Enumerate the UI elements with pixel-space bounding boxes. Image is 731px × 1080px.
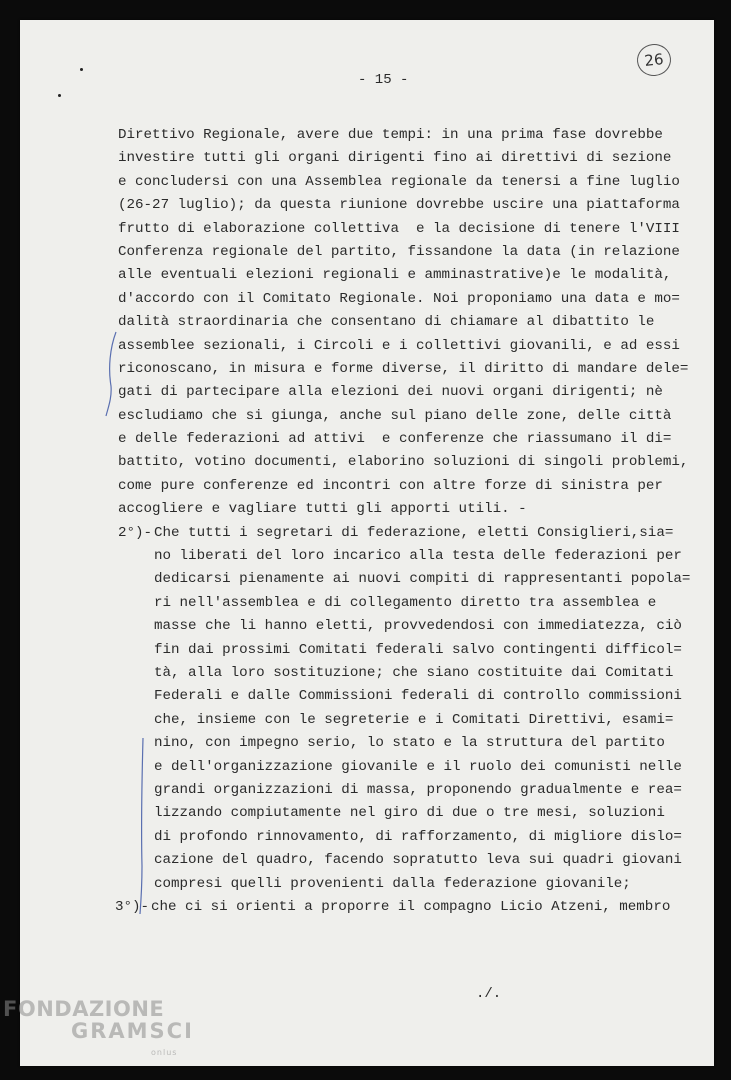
text-line: assemblee sezionali, i Circoli e i collettivi giovanili, e ad essi: [118, 337, 680, 354]
text-line: compresi quelli provenienti dalla federazione giovanile;: [154, 875, 631, 892]
numbered-item-3: [20, 896, 714, 919]
fondazione-gramsci-watermark: [3, 998, 194, 1064]
item-number: 2°)-: [118, 524, 153, 541]
text-line: cazione del quadro, facendo sopratutto leva sui quadri giovani: [154, 852, 682, 869]
text-line: Conferenza regionale del partito, fissandone la data (in relazione: [118, 243, 680, 260]
text-line: e concludersi con una Assemblea regionale da tenersi a fine luglio: [118, 173, 680, 190]
text-line: no liberati del loro incarico alla testa delle federazioni per: [154, 548, 682, 565]
text-line: dalità straordinaria che consentano di chiamare al dibattito le: [118, 314, 655, 331]
item-first-line: [20, 522, 714, 545]
text-line: gati di partecipare alla elezioni dei nuovi organi dirigenti; nè: [118, 384, 663, 401]
item-number: 3°)-: [115, 898, 150, 915]
text-line: d'accordo con il Comitato Regionale. Noi proponiamo una data e mo=: [118, 290, 680, 307]
text-line: riconoscano, in misura e forme diverse, il diritto di mandare dele=: [118, 360, 689, 377]
text-line: che, insieme con le segreterie e i Comitati Direttivi, esami=: [154, 711, 674, 728]
text-line: battito, votino documenti, elaborino soluzioni di singoli problemi,: [118, 454, 689, 471]
text-line: masse che li hanno eletti, provvedendosi con immediatezza, ciò: [154, 618, 682, 635]
text-line: tà, alla loro sostituzione; che siano costituite dai Comitati: [154, 664, 674, 681]
watermark-line-1: FONDAZIONE: [3, 997, 165, 1021]
text-line: come pure conferenze ed incontri con altre forze di sinistra per: [118, 477, 663, 494]
text-line: grandi organizzazioni di massa, proponendo gradualmente e rea=: [154, 781, 682, 798]
text-line: nino, con impegno serio, lo stato e la struttura del partito: [154, 735, 665, 752]
text-line: (26-27 luglio); da questa riunione dovrebbe uscire una piattaforma: [118, 197, 680, 214]
text-line: lizzando compiutamente nel giro di due o tre mesi, soluzioni: [154, 805, 665, 822]
text-line: e dell'organizzazione giovanile e il ruolo dei comunisti nelle: [154, 758, 682, 775]
watermark-line-2: GRAMSCI: [71, 1019, 194, 1043]
text-line: Che tutti i segretari di federazione, eletti Consiglieri,sia=: [154, 524, 674, 541]
numbered-item-2: [20, 522, 714, 896]
continuation-mark: ./.: [476, 986, 502, 1002]
text-line: e delle federazioni ad attivi e conferenze che riassumano il di=: [118, 431, 672, 448]
typewritten-text: [20, 124, 714, 919]
text-line: di profondo rinnovamento, di rafforzamento, di migliore dislo=: [154, 828, 682, 845]
text-line: ri nell'assemblea e di collegamento diretto tra assemblea e: [154, 594, 657, 611]
text-line: alle eventuali elezioni regionali e amminastrative)e le modalità,: [118, 267, 672, 284]
text-line: investire tutti gli organi dirigenti fino ai direttivi di sezione: [118, 150, 672, 167]
pen-margin-mark: [102, 328, 122, 418]
item-first-line: [20, 896, 714, 919]
text-line: frutto di elaborazione collettiva e la decisione di tenere l'VIII: [118, 220, 680, 237]
ink-speck: [58, 94, 61, 97]
text-line: che ci si orienti a proporre il compagno Licio Atzeni, membro: [151, 898, 671, 915]
text-line: Federali e dalle Commissioni federali di controllo commissioni: [154, 688, 682, 705]
archive-stamp: 26: [635, 42, 672, 77]
page-number: - 15 -: [358, 72, 409, 88]
text-line: escludiamo che si giunga, anche sul piano delle zone, delle città: [118, 407, 672, 424]
paragraph: [20, 124, 714, 522]
ink-speck: [80, 68, 83, 71]
text-line: fin dai prossimi Comitati federali salvo contingenti difficol=: [154, 641, 682, 658]
text-line: accogliere e vagliare tutti gli apporti utili. -: [118, 501, 527, 518]
document-page: [20, 20, 714, 1066]
pen-margin-line: [134, 736, 148, 916]
text-line: dedicarsi pienamente ai nuovi compiti di rappresentanti popola=: [154, 571, 691, 588]
text-line: Direttivo Regionale, avere due tempi: in una prima fase dovrebbe: [118, 127, 663, 143]
watermark-line-3: onlus: [151, 1048, 178, 1057]
